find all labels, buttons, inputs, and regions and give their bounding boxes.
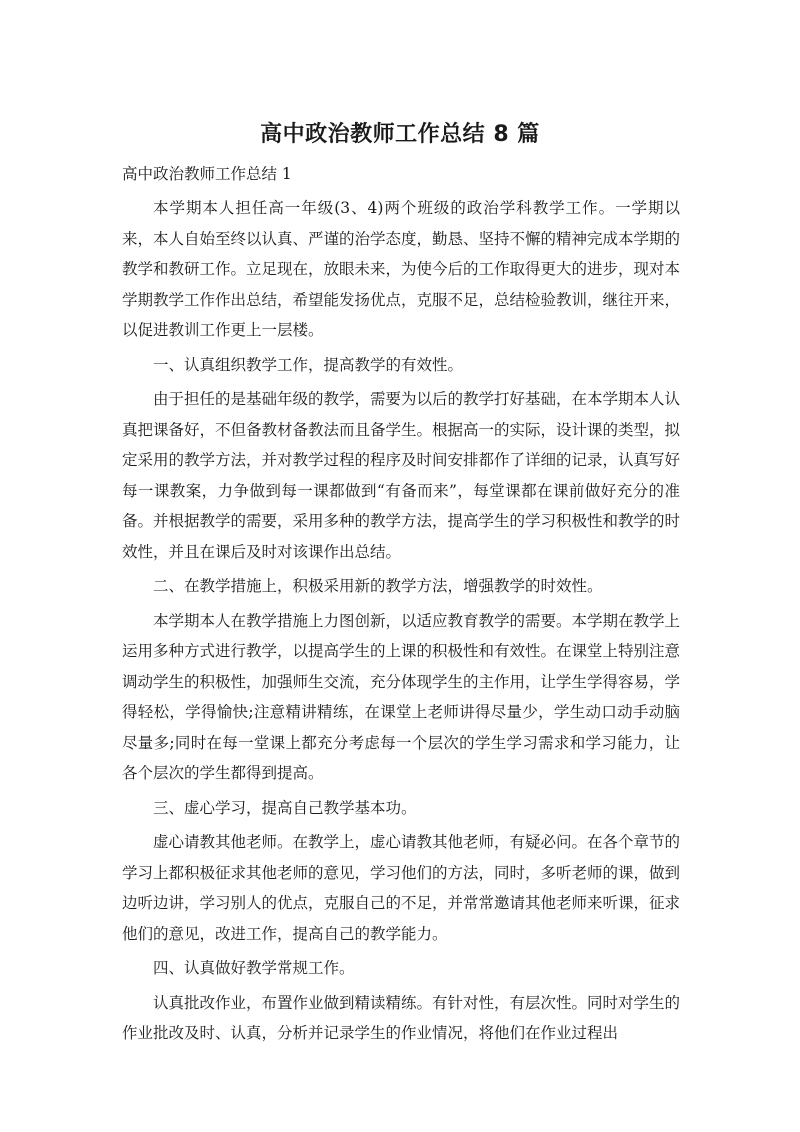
heading-2: 二、在教学措施上，积极采用新的教学方法，增强教学的时效性。 <box>153 577 603 595</box>
document-body <box>122 193 680 1053</box>
paragraph-4: 认真批改作业，布置作业做到精读精练。有针对性，有层次性。同时对学生的作业批改及时、认真，分析并记录学生的作业情况，将他们在作业过程出 <box>122 993 681 1042</box>
document-title: 高中政治教师工作总结 8 篇 <box>260 122 540 147</box>
paragraph-2: 本学期本人在教学措施上力图创新，以适应教育教学的需要。本学期在教学上运用多种方式进行教学，以提高学生的上课的积极性和有效性。在课堂上特别注意调动学生的积极性，加强师生交流，充分体现学生的主作用，让学生学得容易，学得轻松，学得愉快;注意精讲精练，在课堂上老师讲得尽量少，学生动口动手动脑尽量多;同时在每一堂课上都充分考虑每一个层次的学生学习需求和学习能力，让各个层次的学生都得到提高。 <box>122 611 681 782</box>
paragraph-3: 虚心请教其他老师。在教学上，虚心请教其他老师，有疑必问。在各个章节的学习上都积极征求其他老师的意见，学习他们的方法，同时，多听老师的课，做到边听边讲，学习别人的优点，克服自己的不足，并常常邀请其他老师来听课，征求他们的意见，改进工作，提高自己的教学能力。 <box>122 833 681 943</box>
heading-3: 三、虚心学习，提高自己教学基本功。 <box>153 798 417 817</box>
paragraph-1: 由于担任的是基础年级的教学，需要为以后的教学打好基础，在本学期本人认真把课备好，不但备教材备教法而且备学生。根据高一的实际，设计课的类型，拟定采用的教学方法，并对教学过程的程序及时间安排都作了详细的记录，认真写好每一课教案，力争做到每一课都做到“有备而来”，每堂课都在课前做好充分的准备。并根据教学的需要，采用多种的教学方法，提高学生的学习积极性和教学的时效性，并且在课后及时对该课作出总结。 <box>122 390 681 561</box>
section-subtitle: 高中政治教师工作总结 1 <box>122 165 292 183</box>
paragraph-intro: 本学期本人担任高一年级(3、4)两个班级的政治学科教学工作。一学期以来，本人自始至终以认真、严谨的治学态度，勤恳、坚持不懈的精神完成本学期的教学和教研工作。立足现在，放眼未来，为使今后的工作取得更大的进步，现对本学期教学工作作出总结，希望能发扬优点，克服不足，总结检验教训，继往开来，以促进教训工作更上一层楼。 <box>122 199 681 339</box>
heading-1: 一、认真组织教学工作，提高教学的有效性。 <box>153 355 464 374</box>
heading-4: 四、认真做好教学常规工作。 <box>153 959 355 977</box>
